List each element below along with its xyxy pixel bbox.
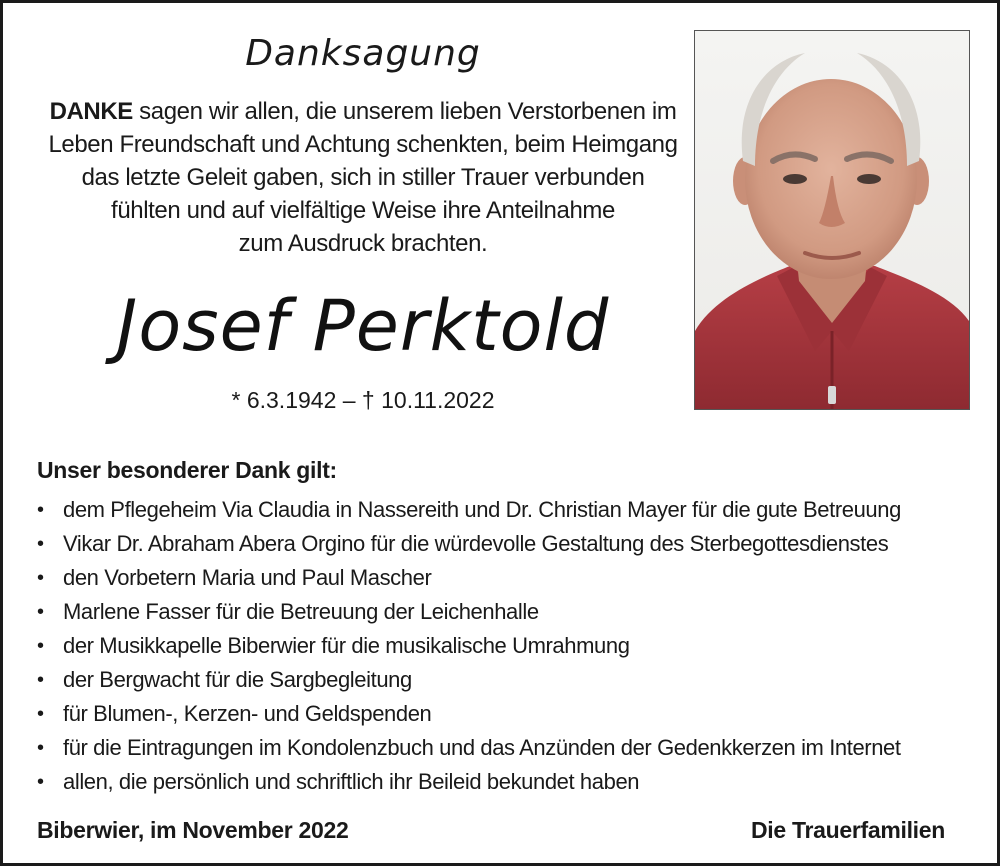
list-item (37, 527, 977, 561)
intro-text (33, 95, 693, 260)
list-item-text: allen, die persönlich und schriftlich ihr Beileid bekundet haben (63, 769, 640, 794)
list-item-text: dem Pflegeheim Via Claudia in Nassereith und Dr. Christian Mayer für die gute Betreuung (63, 497, 901, 522)
list-item (37, 765, 977, 799)
thanks-title: Unser besonderer Dank gilt: (37, 457, 337, 483)
bullet-icon: • (37, 635, 44, 657)
intro-line: zum Ausdruck brachten. (238, 230, 488, 257)
list-item (37, 595, 977, 629)
deceased-name: Josef Perktold (116, 285, 610, 367)
bullet-icon: • (37, 601, 44, 623)
list-item (37, 561, 977, 595)
list-item-text: Marlene Fasser für die Betreuung der Leichenhalle (63, 599, 539, 624)
list-item (37, 731, 977, 765)
bullet-icon: • (37, 737, 44, 759)
bullet-icon: • (37, 669, 44, 691)
portrait-drawing (695, 31, 969, 409)
bullet-icon: • (37, 567, 44, 589)
signature: Die Trauerfamilien (750, 817, 945, 843)
list-item-text: für die Eintragungen im Kondolenzbuch und das Anzünden der Gedenkkerzen im Internet (63, 735, 901, 760)
list-item-text: der Musikkapelle Biberwier für die musikalische Umrahmung (63, 633, 630, 658)
bullet-icon: • (37, 533, 44, 555)
bullet-icon: • (37, 499, 44, 521)
list-item (37, 663, 977, 697)
thanks-list (37, 493, 977, 799)
intro-line: fühlten und auf vielfältige Weise ihre Anteilnahme (111, 197, 615, 224)
bullet-icon: • (37, 771, 44, 793)
place-and-date: Biberwier, im November 2022 (37, 817, 349, 843)
intro-lead: DANKE (49, 98, 133, 125)
list-item (37, 493, 977, 527)
list-item (37, 629, 977, 663)
intro-line: Leben Freundschaft und Achtung schenkten, beim Heimgang (48, 131, 678, 158)
intro-line: das letzte Geleit gaben, sich in stiller Trauer verbunden (81, 164, 645, 191)
heading: Danksagung (245, 33, 481, 74)
list-item-text: den Vorbetern Maria und Paul Mascher (63, 565, 432, 590)
portrait-photo-icon (694, 30, 970, 410)
list-item-text: für Blumen-, Kerzen- und Geldspenden (63, 701, 432, 726)
bullet-icon: • (37, 703, 44, 725)
list-item-text: der Bergwacht für die Sargbegleitung (63, 667, 412, 692)
life-dates: * 6.3.1942 – † 10.11.2022 (231, 387, 495, 413)
list-item-text: Vikar Dr. Abraham Abera Orgino für die würdevolle Gestaltung des Sterbegottesdienstes (63, 531, 889, 556)
list-item (37, 697, 977, 731)
intro-line: sagen wir allen, die unserem lieben Verstorbenen im (132, 98, 677, 125)
